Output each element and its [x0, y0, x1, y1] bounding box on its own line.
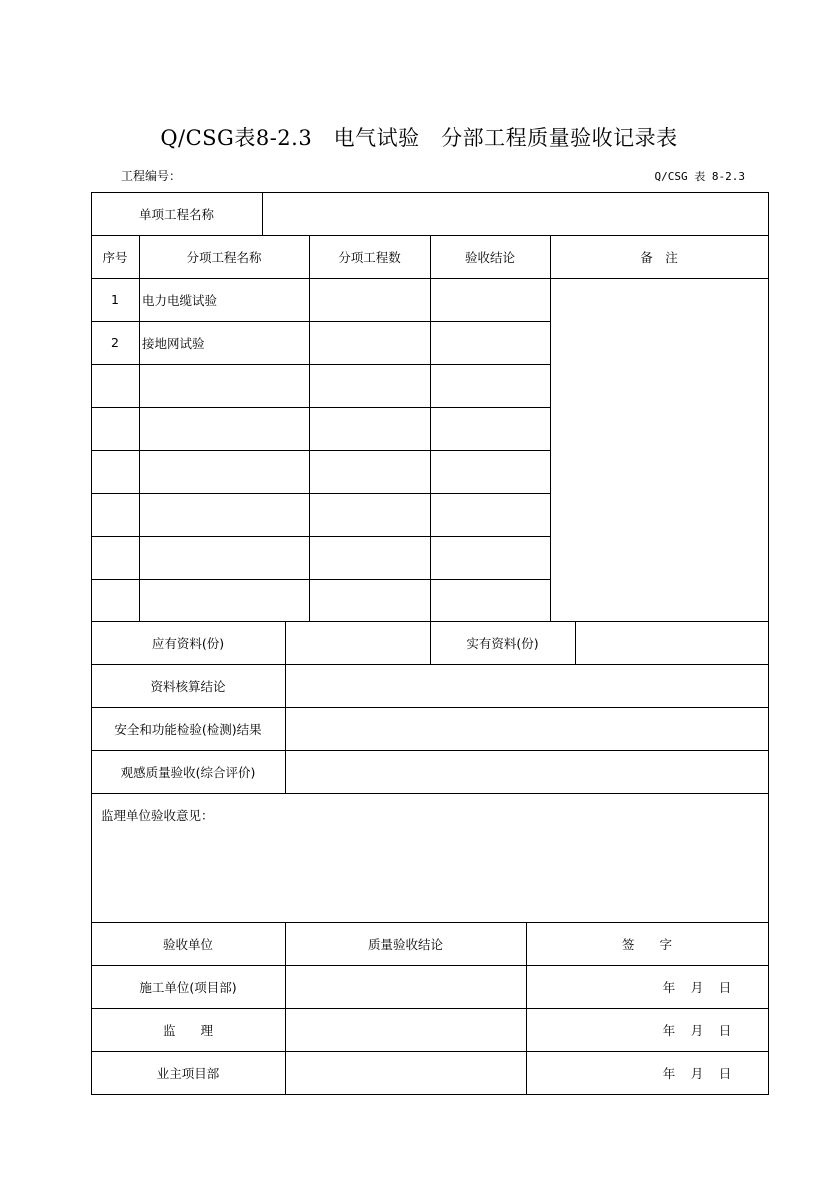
month-label: 月 [690, 1065, 704, 1081]
row-name: 接地网试验 [142, 335, 205, 351]
sign-date[interactable] [652, 1008, 742, 1051]
row-count[interactable] [309, 278, 430, 321]
year-label: 年 [662, 979, 676, 995]
unit-project-field[interactable] [263, 192, 771, 235]
form-code: Q/CSG 表 8-2.3 [654, 170, 745, 183]
row-name[interactable] [139, 450, 309, 493]
sign-quality-field[interactable] [286, 1052, 526, 1094]
supervision-opinion-label: 监理单位验收意见： [101, 808, 214, 823]
row-seq [91, 579, 139, 621]
sign-unit-label: 施工单位(项目部) [139, 979, 237, 995]
row-seq [91, 407, 139, 450]
sign-header-signature: 签 字 [621, 936, 672, 952]
year-label: 年 [662, 1065, 676, 1081]
header-sub-count: 分项工程数 [338, 249, 401, 265]
row-conclusion[interactable] [430, 493, 550, 536]
sign-unit-label: 业主项目部 [156, 1065, 220, 1081]
sign-date[interactable] [652, 965, 742, 1008]
header-sub-name: 分项工程名称 [186, 249, 262, 265]
appearance-label: 观感质量验收(综合评价) [120, 764, 256, 780]
row-seq: 1 [111, 292, 119, 307]
doc-check-field[interactable] [286, 665, 768, 707]
appearance-field[interactable] [286, 751, 768, 793]
sign-unit-label: 监 理 [162, 1022, 213, 1038]
row-seq [91, 450, 139, 493]
row-count[interactable] [309, 321, 430, 364]
safety-label: 安全和功能检验(检测)结果 [114, 721, 262, 737]
remarks-cell[interactable] [551, 279, 768, 621]
month-label: 月 [690, 1022, 704, 1038]
row-name[interactable] [139, 493, 309, 536]
row-conclusion[interactable] [430, 450, 550, 493]
row-conclusion[interactable] [430, 407, 550, 450]
sign-header-quality: 质量验收结论 [367, 936, 443, 952]
year-label: 年 [662, 1022, 676, 1038]
row-count[interactable] [309, 364, 430, 407]
row-count[interactable] [309, 450, 430, 493]
row-name[interactable] [139, 364, 309, 407]
header-remarks: 备 注 [640, 249, 678, 265]
header-seq: 序号 [102, 249, 128, 265]
row-conclusion[interactable] [430, 278, 550, 321]
row-name[interactable] [139, 407, 309, 450]
row-name[interactable] [139, 536, 309, 579]
docs-actual-field[interactable] [576, 622, 768, 664]
row-conclusion[interactable] [430, 579, 550, 621]
docs-required-label: 应有资料(份) [151, 635, 225, 651]
sign-date[interactable] [652, 1051, 742, 1094]
header-conclusion: 验收结论 [464, 249, 515, 265]
sign-quality-field[interactable] [286, 966, 526, 1008]
supervision-opinion-field[interactable] [92, 830, 768, 921]
day-label: 日 [718, 1065, 732, 1081]
day-label: 日 [718, 979, 732, 995]
row-conclusion[interactable] [430, 364, 550, 407]
row-seq [91, 536, 139, 579]
row-count[interactable] [309, 407, 430, 450]
row-count[interactable] [309, 579, 430, 621]
doc-check-label: 资料核算结论 [150, 678, 226, 694]
docs-required-field[interactable] [286, 622, 430, 664]
row-seq [91, 364, 139, 407]
sign-header-unit: 验收单位 [162, 936, 213, 952]
row-name: 电力电缆试验 [142, 292, 218, 308]
row-conclusion[interactable] [430, 536, 550, 579]
page-title: Q/CSG表8-2.3 电气试验 分部工程质量验收记录表 [160, 126, 678, 150]
month-label: 月 [690, 979, 704, 995]
row-name[interactable] [139, 579, 309, 621]
project-no-label: 工程编号： [121, 169, 182, 183]
sign-quality-field[interactable] [286, 1009, 526, 1051]
row-conclusion[interactable] [430, 321, 550, 364]
row-count[interactable] [309, 493, 430, 536]
unit-project-label: 单项工程名称 [138, 206, 214, 222]
row-count[interactable] [309, 536, 430, 579]
day-label: 日 [718, 1022, 732, 1038]
safety-field[interactable] [286, 708, 768, 750]
row-seq [91, 493, 139, 536]
docs-actual-label: 实有资料(份) [466, 635, 539, 651]
row-seq: 2 [111, 335, 119, 350]
